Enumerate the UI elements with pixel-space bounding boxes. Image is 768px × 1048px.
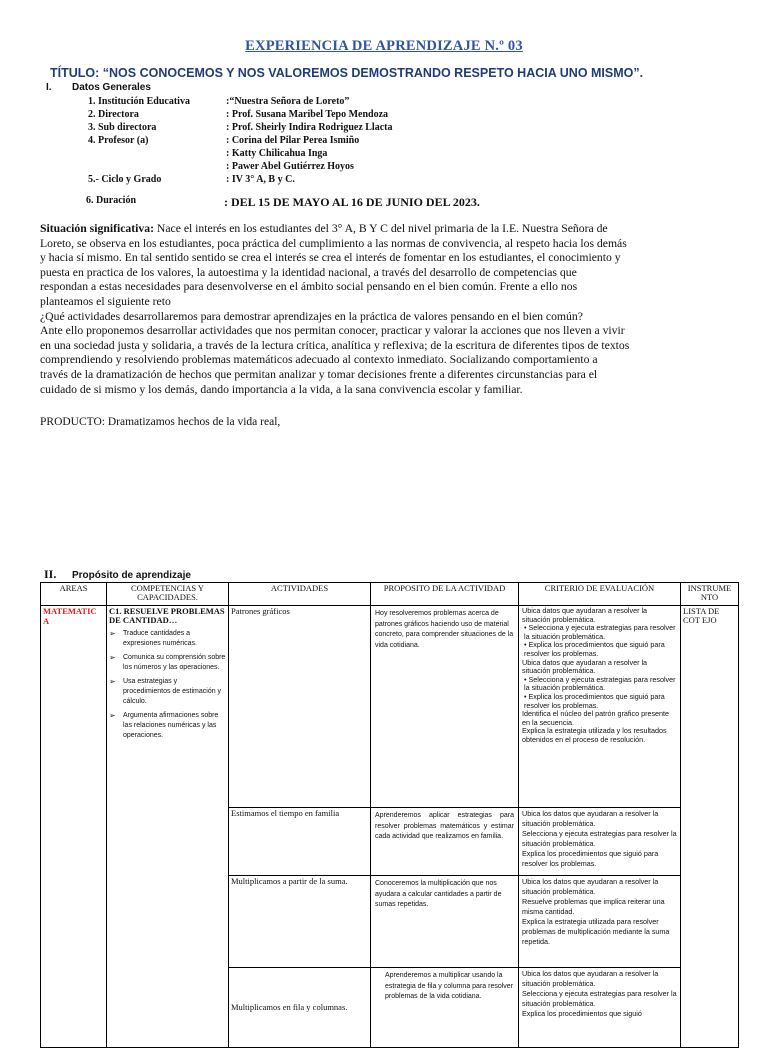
criterio-line: Explica la estrategia utilizada para resolver problemas de multiplicación mediante la suma repetida. [522, 917, 670, 946]
general-value: : Prof. Susana Maribel Tepo Mendoza [226, 109, 389, 120]
section-general-heading [46, 82, 151, 93]
section-title: Datos Generales [72, 82, 151, 93]
general-value: :“Nuestra Señora de Loreto” [226, 96, 350, 107]
section-proposito-heading [44, 567, 191, 582]
general-label: 1. Institución Educativa [88, 96, 190, 107]
criterio-line: Ubica los datos que ayudaran a resolver la situación problemática. [522, 877, 659, 896]
general-label: 6. Duración [86, 195, 136, 206]
general-value: : IV 3° A, B y C. [226, 174, 295, 185]
proposito-table [40, 582, 739, 1048]
table-header-row [41, 583, 739, 606]
situacion-line: y hacia sí mismo. En tal sentido sentido se crea el interés se crea el interés de fomentar en los estudiantes, el conocimiento y [40, 251, 621, 265]
proposito-cell: Conoceremos la multiplicación que nos ayudara a calcular cantidades a partir de sumas repetidas. [371, 876, 519, 968]
criterio-line: • Selecciona y ejecuta estrategias para resolver la situación problemática. [524, 623, 676, 641]
situacion-line: Ante ello proponemos desarrollar actividades que nos permitan conocer, practicar y valorar la acciones que nos lleven a vivir [40, 324, 625, 338]
actividad-cell: Multiplicamos en fila y columnas. [229, 968, 371, 1048]
producto-text: PRODUCTO: Dramatizamos hechos de la vida real, [40, 416, 281, 428]
criterio-cell [519, 606, 681, 808]
criterio-line: Selecciona y ejecuta estrategias para resolver la situación problemática. [522, 829, 677, 848]
situacion-line: comprendiendo y resolviendo problemas matemáticos adecuado al contexto inmediato. Socializando comportamiento a [40, 353, 598, 367]
capacidad-item: ➢ Argumenta afirmaciones sobre las relaciones numéricas y las operaciones. [109, 711, 226, 741]
general-value: : Pawer Abel Gutiérrez Hoyos [226, 161, 354, 172]
situacion-line: cuidado de si mismo y los demás, dando importancia a la vida, a la sana convivencia escolar y familiar. [40, 382, 523, 396]
situacion-line: respondan a estas necesidades para desenvolverse en el ámbito social pensando en el bien común. Frente a ello nos [40, 280, 578, 294]
situacion-line: ¿Qué actividades desarrollaremos para demostrar aprendizajes en la práctica de valores pensando en el bien común? [40, 309, 583, 323]
general-label: 4. Profesor (a) [88, 135, 149, 146]
situacion-line: planteamos el siguiente reto [40, 294, 171, 308]
criterio-cell [519, 968, 681, 1048]
proposito-cell: Aprenderemos a multiplicar usando la estrategia de fila y columna para resolver problemas de la vida cotidiana. [371, 968, 519, 1048]
instrumento-cell: LISTA DE COT EJO [681, 606, 739, 1048]
header-instrumento: INSTRUME NTO [681, 583, 739, 606]
situacion-significativa [40, 222, 730, 397]
header-competencias: COMPETENCIAS Y CAPACIDADES. [107, 583, 229, 606]
capacidad-item: ➢ Usa estrategias y procedimientos de estimación y cálculo. [109, 677, 226, 707]
situacion-line: través de la dramatización de hechos que permitan analizar y tomar decisiones frente a diferentes circunstancias para el [40, 367, 598, 381]
header-actividades: ACTIVIDADES [229, 583, 371, 606]
actividad-cell: Patrones gráficos [229, 606, 371, 808]
situacion-first-line [40, 222, 730, 237]
document-title: EXPERIENCIA DE APRENDIZAJE N.º 03 [245, 38, 523, 54]
criterio-line: Explica los procedimientos que siguió para resolver los problemas. [522, 849, 659, 868]
table-row [41, 606, 739, 808]
criterio-line: Selecciona y ejecuta estrategias para resolver la situación problemática. [522, 989, 677, 1008]
header-proposito: PROPOSITO DE LA ACTIVIDAD [371, 583, 519, 606]
general-value: : Corina del Pilar Perea Ismiño [226, 135, 360, 146]
criterio-line: • Explica los procedimientos que siguió para resolver los problemas. [524, 640, 665, 658]
situacion-line: en una sociedad justa y solidaria, a través de la lectura crítica, analítica y reflexiva; de la escritura de diferentes tipos de textos [40, 338, 630, 352]
criterio-line: • Explica los procedimientos que siguió para resolver los problemas. [524, 691, 665, 710]
section-number: II. [44, 567, 57, 581]
capacidad-item: ➢ Traduce cantidades a expresiones numéricas. [109, 629, 226, 649]
proposito-cell: Hoy resolveremos problemas acerca de patrones gráficos haciendo uso de material concreto, para comprender situaciones de la vida cotidiana. [371, 606, 519, 808]
criterio-cell [519, 876, 681, 968]
general-value: : Katty Chilicahua Inga [226, 148, 328, 159]
section-number: I. [46, 82, 52, 93]
section-title: Propósito de aprendizaje [72, 570, 191, 581]
criterio-line: • Selecciona y ejecuta estrategias para resolver la situación problemática. [524, 674, 676, 693]
header-criterio: CRITERIO DE EVALUACIÓN [519, 583, 681, 606]
general-value: : Prof. Sheirly Indira Rodriguez Llacta [226, 122, 393, 133]
criterio-line: Ubica los datos que ayudaran a resolver la situación problemática. [522, 969, 659, 988]
competencia-title: C1. RESUELVE PROBLEMAS DE CANTIDAD… [109, 606, 225, 625]
document-subtitle: TÍTULO: “NOS CONOCEMOS Y NOS VALOREMOS DEMOSTRANDO RESPETO HACIA UNO MISMO”. [50, 66, 644, 80]
capacidades-list [109, 629, 226, 741]
actividad-cell: Multiplicamos a partir de la suma. [229, 876, 371, 968]
criterio-line: Explica la estrategia utilizada y los resultados obtenidos en el proceso de resolución. [522, 726, 667, 744]
situacion-label: Situación significativa: [40, 222, 154, 235]
general-label: 5.- Ciclo y Grado [88, 174, 162, 185]
criterio-line: Ubica los datos que ayudaran a resolver la situación problemática. [522, 809, 659, 828]
criterio-line: Ubica datos que ayudaran a resolver la situación problemática. [522, 606, 648, 624]
criterio-cell [519, 808, 681, 876]
criterio-line: Resuelve problemas que implica reiterar una misma cantidad. [522, 897, 665, 916]
area-cell: MATEMATIC A [41, 606, 107, 1048]
criterio-line: Identifica el núcleo del patrón grafico presente en la secuencia. [522, 709, 670, 727]
proposito-cell: Aprenderemos aplicar estrategias para resolver problemas matemáticos y estimar cada actividad que realizamos en familia. [371, 808, 519, 876]
actividad-cell: Estimamos el tiempo en familia [229, 808, 371, 876]
general-value: : DEL 15 DE MAYO AL 16 DE JUNIO DEL 2023. [224, 195, 480, 209]
competencia-cell [107, 606, 229, 1048]
header-areas: AREAS [41, 583, 107, 606]
situacion-text: Nace el interés en los estudiantes del 3° A, B Y C del nivel primaria de la I.E. Nuestra Señora de [153, 222, 608, 235]
general-label: 2. Directora [88, 109, 139, 120]
capacidad-item: ➢ Comunica su comprensión sobre los números y las operaciones. [109, 653, 226, 673]
criterio-line: Explica los procedimientos que siguió [522, 1009, 642, 1018]
situacion-line: Loreto, se observa en los estudiantes, poca práctica del cumplimiento a las normas de convivencia, al respeto hacia los demás [40, 236, 627, 250]
situacion-line: puesta en practica de los valores, la autoestima y la identidad nacional, a través del desarrollo de competencias que [40, 265, 577, 279]
criterio-line: Ubica datos que ayudaran a resolver la situación problemática. [522, 657, 648, 676]
general-label: 3. Sub directora [88, 122, 157, 133]
